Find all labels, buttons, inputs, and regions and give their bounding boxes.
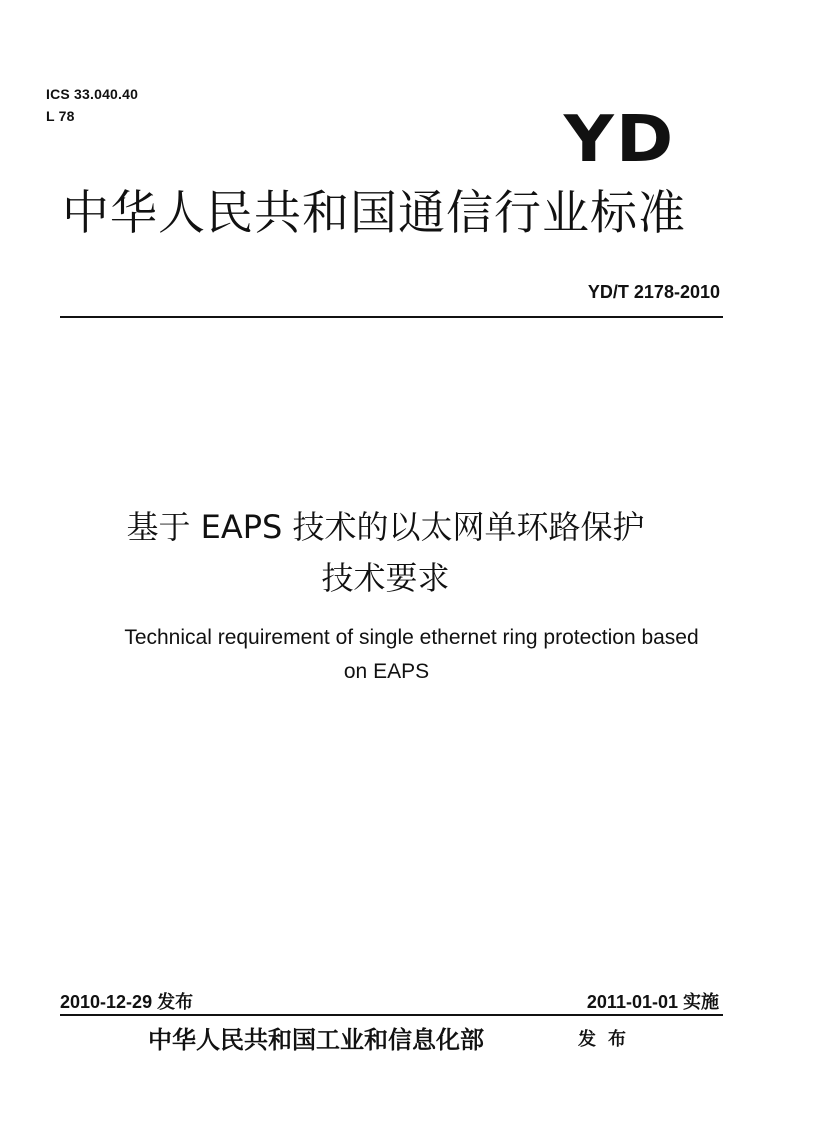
english-title-line-2: on EAPS <box>343 660 430 683</box>
standard-number: YD/T 2178-2010 <box>587 282 720 302</box>
yd-logo: YD <box>563 103 675 177</box>
clc-code: L 78 <box>46 108 75 124</box>
issuing-ministry: 中华人民共和国工业和信息化部 <box>148 1025 484 1054</box>
publish-label: 发布 <box>578 1029 638 1050</box>
ics-code: ICS 33.040.40 <box>46 86 139 102</box>
bottom-divider <box>60 1014 723 1016</box>
standard-category-title: 中华人民共和国通信行业标准 <box>62 186 686 241</box>
chinese-title-line-1: 基于 EAPS 技术的以太网单环路保护 <box>126 508 645 546</box>
top-divider <box>60 316 723 318</box>
english-title-line-1: Technical requirement of single ethernet ring protection based <box>124 626 699 649</box>
issue-date: 2010-12-29 发布 <box>60 992 194 1012</box>
chinese-title-line-2: 技术要求 <box>321 559 450 597</box>
implementation-date: 2011-01-01 实施 <box>586 992 719 1012</box>
